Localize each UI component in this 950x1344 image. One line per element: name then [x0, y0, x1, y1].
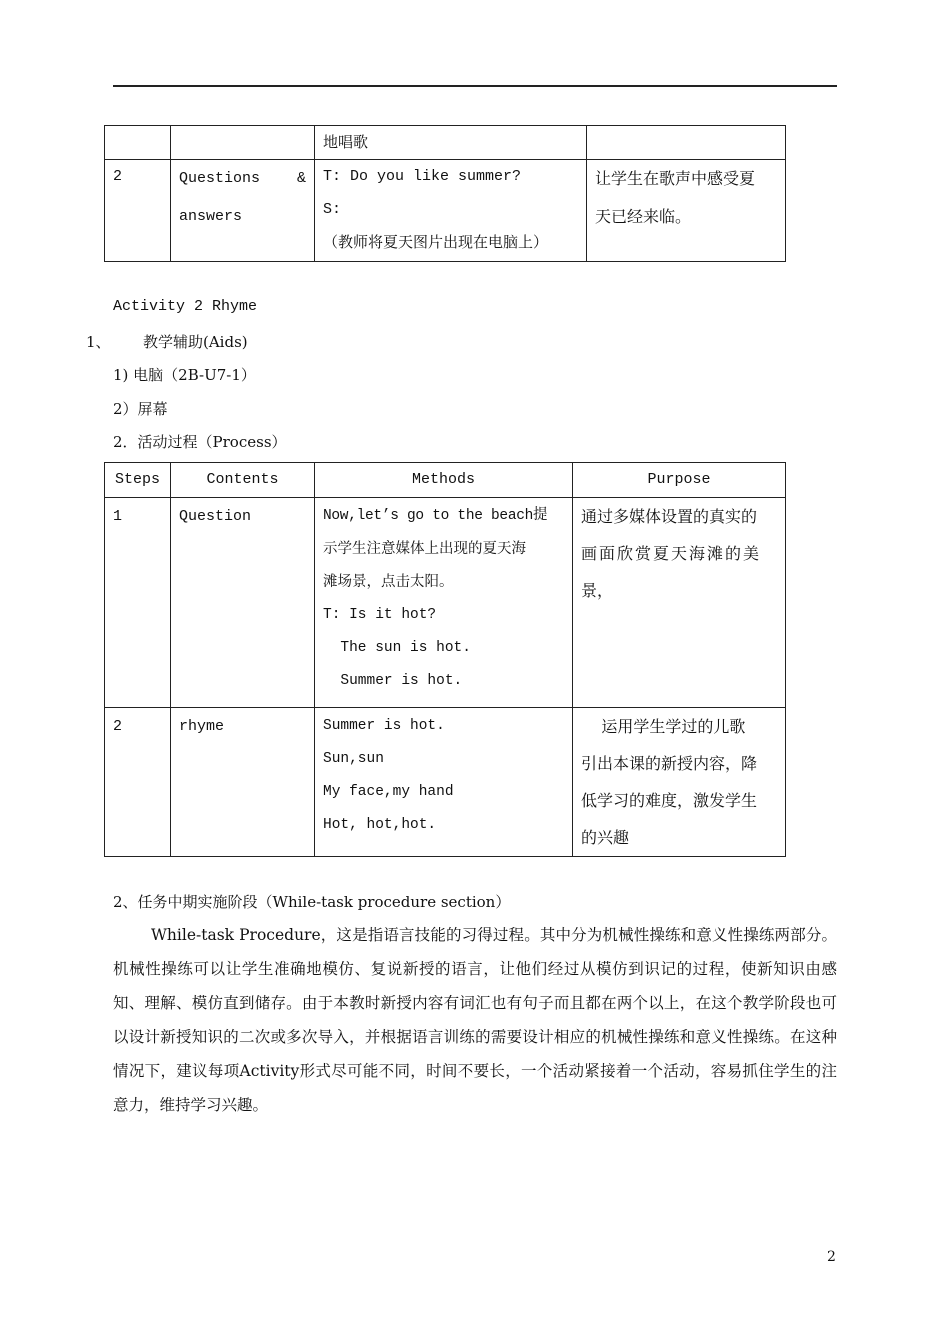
header-steps: Steps — [105, 463, 171, 498]
purpose-line: 低学习的难度，激发学生 — [581, 791, 758, 810]
methods-line: T: Do you like summer? — [323, 168, 522, 185]
purpose-line: 让学生在歌声中感受夏 — [595, 169, 756, 188]
page-number: 2 — [827, 1249, 836, 1265]
purpose-line: 天已经来临。 — [595, 207, 692, 226]
aids-item: 1) 电脑（2B-U7-1） — [113, 366, 256, 384]
step-cell — [105, 126, 171, 160]
aids-number: 1、 — [86, 333, 111, 351]
methods-line: Summer is hot. — [323, 718, 445, 734]
process-table — [104, 462, 786, 857]
table-row — [105, 160, 786, 262]
content-text: & — [296, 170, 306, 187]
content-cell: rhyme — [171, 708, 315, 857]
methods-line: S: — [323, 201, 342, 218]
methods-line: 地唱歌 — [323, 133, 369, 151]
content-cell — [171, 126, 315, 160]
purpose-cell — [573, 708, 786, 857]
step-cell: 2 — [105, 160, 171, 262]
continued-table — [104, 125, 786, 262]
header-rule — [113, 85, 837, 87]
purpose-cell — [573, 498, 786, 708]
table-header-row — [105, 463, 786, 498]
table-row — [105, 498, 786, 708]
content-text: answers — [179, 208, 243, 225]
purpose-line: 引出本课的新授内容，降 — [581, 754, 758, 773]
methods-cell — [315, 160, 587, 262]
methods-cell — [315, 708, 573, 857]
purpose-line: 景， — [581, 581, 614, 600]
step-cell: 2 — [105, 708, 171, 857]
content-cell: Question — [171, 498, 315, 708]
purpose-line: 画面欣赏夏天海滩的美 — [581, 544, 762, 563]
methods-cell — [315, 126, 587, 160]
methods-line: T: Is it hot? — [323, 607, 437, 623]
step-cell: 1 — [105, 498, 171, 708]
purpose-line: 运用学生学过的儿歌 — [581, 717, 746, 736]
methods-line: 滩场景，点击太阳。 — [323, 574, 454, 590]
methods-line: （教师将夏天图片出现在电脑上） — [323, 233, 549, 251]
methods-line: 示学生注意媒体上出现的夏天海 — [323, 541, 526, 557]
header-methods: Methods — [315, 463, 573, 498]
methods-line: The sun is hot. — [323, 640, 471, 656]
section-heading: 2、任务中期实施阶段（While-task procedure section） — [113, 893, 511, 911]
methods-line: Hot, hot,hot. — [323, 817, 437, 833]
content-cell — [171, 160, 315, 262]
methods-line: Summer is hot. — [323, 673, 463, 689]
aids-item: 2）屏幕 — [113, 400, 168, 418]
methods-line: Now,let’s go to the beach提 — [323, 508, 548, 524]
activity-title: Activity 2 Rhyme — [113, 298, 258, 315]
methods-line: My face,my hand — [323, 784, 454, 800]
process-heading: 2．活动过程（Process） — [113, 433, 287, 451]
aids-heading: 教学辅助(Aids) — [143, 333, 248, 351]
header-contents: Contents — [171, 463, 315, 498]
table-row — [105, 126, 786, 160]
content-text: Questions — [179, 170, 261, 187]
methods-line: Sun,sun — [323, 751, 384, 767]
purpose-line: 的兴趣 — [581, 828, 630, 847]
methods-cell — [315, 498, 573, 708]
purpose-line: 通过多媒体设置的真实的 — [581, 507, 758, 526]
table-row — [105, 708, 786, 857]
header-purpose: Purpose — [573, 463, 786, 498]
body-paragraph: While-task Procedure，这是指语言技能的习得过程。其中分为机械性操练和意义性操练两部分。机械性操练可以让学生准确地模仿、复说新授的语言，让他们经过从模仿到识记的过程，使新知识由感知、理解、模仿直到储存。由于本教时新授内容有词汇也有句子而且都在两个以上，在这个教学阶段也可以设计新授知识的二次或多次导入，并根据语言训练的需要设计相应的机械性操练和意义性操练。在这种情况下，建议每项Activity形式尽可能不同，时间不要长，一个活动紧接着一个活动，容易抓住学生的注意力，维持学习兴趣。 — [113, 926, 837, 1114]
purpose-cell — [587, 126, 786, 160]
purpose-cell — [587, 160, 786, 262]
